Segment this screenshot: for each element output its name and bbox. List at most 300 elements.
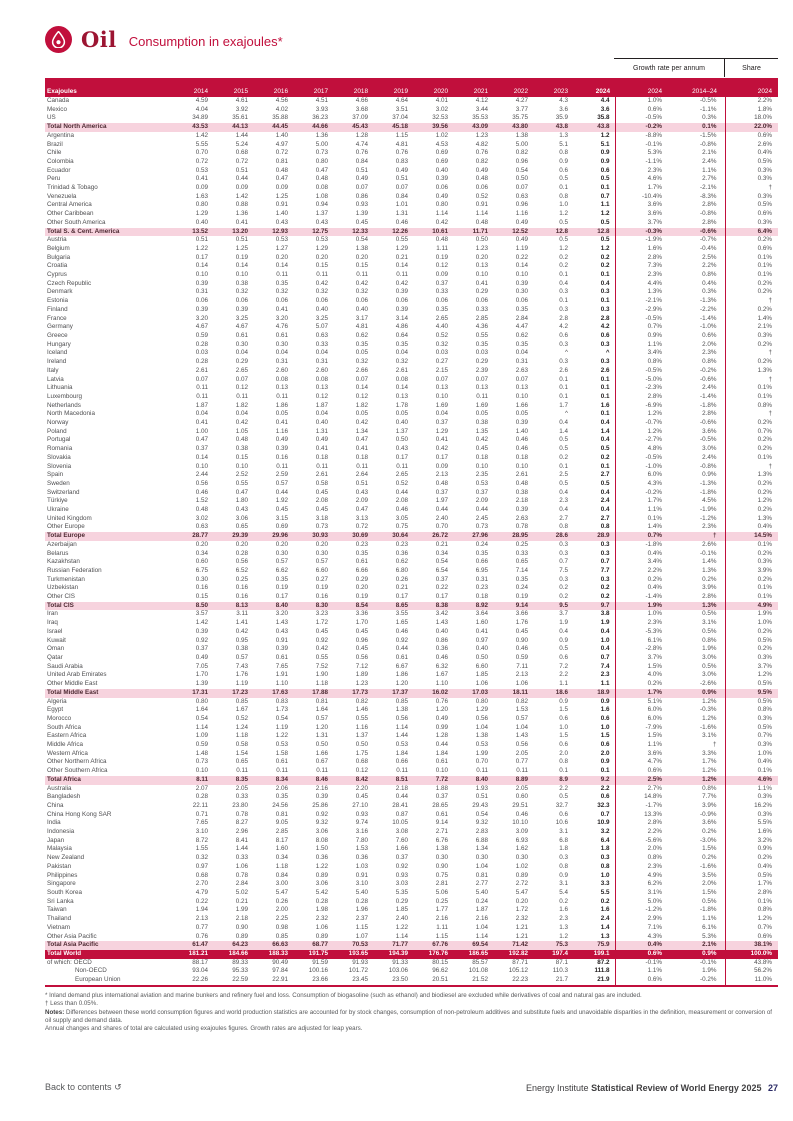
growth-10y-cell: 3.0%	[702, 654, 717, 661]
value-cell: 5.06	[435, 888, 448, 896]
value-cell: 0.07	[355, 375, 368, 383]
share-cell: 1.0%	[725, 619, 778, 628]
value-cell: 6.4	[600, 836, 610, 844]
value-cell: 22.59	[213, 976, 253, 986]
value-cell: 0.41	[275, 419, 288, 427]
value-cell: 0.43	[395, 445, 408, 453]
value-cell: 5.24	[235, 140, 248, 148]
table-row	[45, 393, 778, 402]
value-cell: 3.03	[395, 880, 408, 888]
row-label-cell: Argentina	[47, 131, 74, 139]
value-cell: 0.40	[475, 645, 488, 653]
value-cell: 100.16	[308, 967, 328, 975]
value-cell: 1.22	[315, 862, 328, 870]
value-cell: 0.48	[275, 166, 288, 174]
value-cell: 0.21	[235, 897, 248, 905]
row-label-cell: Total Middle East	[45, 689, 173, 698]
value-cell: 0.12	[355, 767, 368, 775]
value-cell: 1.60	[275, 845, 288, 853]
share-cell: 0.1%	[725, 584, 778, 593]
value-cell: 1.14	[475, 932, 488, 940]
value-cell: 0.76	[395, 149, 408, 157]
value-cell: 0.39	[275, 445, 288, 453]
table-row	[45, 445, 778, 454]
table-row	[45, 410, 778, 419]
growth-2024-cell: -1.4%	[615, 593, 670, 602]
table-row	[45, 654, 778, 663]
value-cell: 0.35	[515, 305, 528, 313]
value-cell: 6.66	[355, 566, 368, 574]
row-label-cell: United Kingdom	[47, 514, 92, 522]
value-cell: 1.31	[395, 210, 408, 218]
value-cell: 9.2	[573, 776, 615, 785]
value-cell: 3.23	[315, 610, 328, 618]
value-cell: 32.3	[597, 801, 610, 809]
value-cell: 71.77	[373, 941, 413, 950]
growth-2024-cell: 2.9%	[615, 915, 670, 924]
value-cell: 0.06	[275, 297, 288, 305]
value-cell: 3.44	[475, 105, 488, 113]
value-cell: 5.47	[275, 888, 288, 896]
value-cell: 0.31	[515, 358, 528, 366]
value-cell: 0.92	[195, 636, 208, 644]
value-cell: 0.40	[195, 218, 208, 226]
row-label-cell: Greece	[47, 331, 68, 339]
table-row	[45, 454, 778, 463]
value-cell: 0.48	[515, 479, 528, 487]
value-cell: 4.36	[475, 323, 488, 331]
value-cell: 0.30	[515, 854, 528, 862]
value-cell: 3.1	[559, 880, 568, 888]
value-cell: 6.67	[395, 662, 408, 670]
value-cell: 0.29	[475, 358, 488, 366]
value-cell: 0.58	[315, 479, 328, 487]
value-cell: 0.2	[600, 897, 610, 905]
share-cell: 18.0%	[725, 114, 778, 123]
value-cell: 0.92	[315, 810, 328, 818]
value-cell: 0.76	[195, 932, 208, 940]
value-cell: 1.16	[515, 210, 528, 218]
value-cell: 0.63	[315, 331, 328, 339]
share-cell: 0.2%	[725, 645, 778, 654]
value-cell: 1.46	[355, 706, 368, 714]
value-cell: 1.37	[315, 210, 328, 218]
value-cell: 0.37	[195, 645, 208, 653]
value-cell: 2.20	[355, 784, 368, 792]
value-cell: 1.40	[515, 427, 528, 435]
row-label-cell: Chile	[47, 149, 62, 157]
value-cell: 0.92	[395, 862, 408, 870]
value-cell: 4.51	[315, 97, 328, 104]
value-cell: 2.77	[475, 880, 488, 888]
share-cell: 5.5%	[725, 819, 778, 828]
value-cell: 0.1	[559, 462, 568, 470]
value-cell: 2.25	[275, 915, 288, 923]
share-cell: †	[725, 376, 778, 385]
value-cell: 0.2	[559, 453, 568, 461]
value-cell: 0.76	[435, 697, 448, 705]
value-cell: 1.03	[355, 862, 368, 870]
value-cell: 2.16	[315, 784, 328, 792]
value-cell: 1.99	[235, 906, 248, 914]
value-cell: 21.52	[453, 976, 493, 986]
value-cell: 192.82	[493, 950, 533, 959]
value-cell: 0.53	[475, 741, 488, 749]
share-cell: 0.3%	[725, 741, 778, 750]
growth-10y-cell: 0.8%	[702, 636, 717, 644]
value-cell: 8.17	[275, 836, 288, 844]
table-row	[45, 436, 778, 445]
growth-2024-cell: 4.0%	[615, 671, 670, 680]
row-label-cell: Kazakhstan	[47, 558, 80, 566]
value-cell: 1.02	[515, 862, 528, 870]
growth-2024-cell: -2.8%	[615, 645, 670, 654]
share-cell: 6.4%	[725, 228, 778, 237]
value-cell: 0.11	[276, 271, 288, 279]
value-cell: 0.37	[395, 854, 408, 862]
growth-10y-cell: -0.1%	[700, 958, 717, 966]
value-cell: 0.2	[559, 584, 568, 592]
value-cell: 2.18	[515, 497, 528, 505]
value-cell: 186.65	[453, 950, 493, 959]
value-cell: 1.11	[436, 923, 448, 931]
value-cell: 0.56	[395, 714, 408, 722]
value-cell: 0.19	[315, 584, 328, 592]
value-cell: 0.8	[559, 523, 568, 531]
growth-10y-cell: -0.7%	[700, 236, 717, 244]
value-cell: 0.21	[435, 540, 448, 548]
growth-2024-cell: 3.7%	[615, 219, 670, 228]
value-cell: 0.7	[600, 810, 610, 818]
growth-10y-cell: -0.6%	[670, 228, 725, 237]
table-row	[45, 210, 778, 219]
back-to-contents-link[interactable]	[45, 1082, 122, 1093]
value-cell: 0.54	[355, 236, 368, 244]
value-cell: 5.00	[315, 140, 328, 148]
value-cell: 0.09	[435, 271, 448, 279]
share-cell: 0.2%	[725, 506, 778, 515]
value-cell: 3.77	[515, 105, 528, 113]
value-cell: 1.72	[315, 619, 328, 627]
value-cell: 0.84	[355, 157, 368, 165]
year-header-cell: 2016	[253, 78, 293, 97]
value-cell: 0.49	[475, 166, 488, 174]
share-cell: 0.3%	[725, 219, 778, 228]
value-cell: 0.20	[355, 584, 368, 592]
value-cell: 0.50	[315, 741, 328, 749]
value-cell: 2.7	[559, 514, 568, 522]
value-cell: 0.18	[315, 453, 328, 461]
growth-rate-header: Growth rate per annum	[614, 58, 724, 77]
value-cell: 5.40	[475, 888, 488, 896]
value-cell: 2.39	[475, 366, 488, 374]
growth-10y-cell: -1.8%	[700, 401, 717, 409]
value-cell: 105.12	[508, 967, 528, 975]
value-cell: 0.2	[559, 262, 568, 270]
value-cell: 0.3	[600, 854, 610, 862]
value-cell: 0.33	[315, 340, 328, 348]
row-label-cell: Poland	[47, 427, 67, 435]
row-label-cell: of which: OECD	[47, 958, 92, 966]
value-cell: 0.57	[515, 714, 528, 722]
value-cell: 0.11	[356, 462, 368, 470]
table-row	[45, 663, 778, 672]
value-cell: 9.32	[315, 819, 328, 827]
value-cell: 0.17	[435, 593, 448, 601]
growth-10y-cell: 2.4%	[702, 157, 717, 165]
row-label-cell: Austria	[47, 236, 67, 244]
value-cell: 0.37	[435, 575, 448, 583]
value-cell: 7.4	[600, 662, 610, 670]
value-cell: 0.62	[395, 558, 408, 566]
row-label-cell: Malaysia	[47, 845, 72, 853]
row-label-cell: Cyprus	[47, 271, 67, 279]
value-cell: 1.23	[475, 131, 488, 139]
row-label-cell: Uzbekistan	[47, 584, 79, 592]
row-label-cell: Taiwan	[47, 906, 67, 914]
value-cell: 2.70	[195, 880, 208, 888]
value-cell: 0.6	[559, 714, 568, 722]
growth-2024-cell: 0.8%	[615, 358, 670, 367]
value-cell: 0.24	[475, 540, 488, 548]
table-row	[45, 167, 778, 176]
table-row	[45, 480, 778, 489]
growth-2024-cell: -0.1%	[615, 959, 670, 968]
value-cell: 2.18	[395, 784, 408, 792]
value-cell: 0.71	[195, 810, 208, 818]
value-cell: 0.30	[275, 549, 288, 557]
value-cell: 1.64	[195, 706, 208, 714]
value-cell: 0.1	[559, 297, 568, 305]
table-row	[45, 576, 778, 585]
value-cell: 0.16	[195, 584, 208, 592]
value-cell: 2.72	[515, 880, 528, 888]
value-cell: 0.53	[475, 479, 488, 487]
value-cell: 1.43	[275, 619, 288, 627]
value-cell: 1.53	[515, 706, 528, 714]
value-cell: 12.26	[373, 228, 413, 237]
value-cell: 0.11	[396, 271, 408, 279]
value-cell: 45.18	[373, 123, 413, 132]
value-cell: 22.91	[253, 976, 293, 986]
value-cell: 64.23	[213, 941, 253, 950]
value-cell: 0.6	[559, 166, 568, 174]
value-cell: 0.2	[600, 253, 610, 261]
value-cell: 0.30	[475, 854, 488, 862]
value-cell: 0.82	[515, 697, 528, 705]
table-row	[45, 898, 778, 907]
value-cell: 1.44	[235, 845, 248, 853]
value-cell: 67.76	[413, 941, 453, 950]
value-cell: 1.43	[435, 619, 448, 627]
table-row	[45, 637, 778, 646]
value-cell: 0.15	[195, 593, 208, 601]
table-row	[45, 132, 778, 141]
value-cell: 7.60	[395, 836, 408, 844]
value-cell: 6.88	[475, 836, 488, 844]
value-cell: 2.84	[515, 314, 528, 322]
table-row	[45, 349, 778, 358]
value-cell: 0.54	[195, 714, 208, 722]
value-cell: 0.10	[515, 392, 528, 400]
value-cell: 87.71	[512, 958, 528, 966]
row-label-cell: Portugal	[47, 436, 71, 444]
value-cell: 0.35	[275, 575, 288, 583]
value-cell: 4.66	[355, 97, 368, 104]
growth-10y-cell: -0.3%	[700, 706, 717, 714]
table-row	[45, 515, 778, 524]
value-cell: 3.06	[315, 828, 328, 836]
value-cell: 0.20	[315, 253, 328, 261]
row-label-cell: Slovakia	[47, 453, 71, 461]
value-cell: 0.4	[559, 488, 568, 496]
value-cell: 1.5	[600, 732, 610, 740]
value-cell: 0.61	[275, 758, 288, 766]
growth-2024-cell: 6.0%	[615, 715, 670, 724]
value-cell: 0.11	[276, 392, 288, 400]
growth-10y-cell: 1.2%	[670, 776, 725, 785]
value-cell: 0.33	[235, 793, 248, 801]
value-cell: 0.09	[275, 184, 288, 192]
value-cell: 0.4	[600, 645, 610, 653]
value-cell: 1.87	[475, 906, 488, 914]
value-cell: 0.21	[395, 584, 408, 592]
row-label-cell: Latvia	[47, 375, 64, 383]
exajoules-header-cell: Exajoules	[45, 78, 173, 97]
table-row	[45, 219, 778, 228]
share-header-cell: 2024	[725, 78, 778, 97]
value-cell: 95.33	[232, 967, 248, 975]
value-cell: 17.03	[453, 689, 493, 698]
share-cell: 0.1%	[725, 271, 778, 280]
value-cell: 2.40	[395, 915, 408, 923]
table-row	[45, 184, 778, 193]
value-cell: 5.07	[315, 323, 328, 331]
value-cell: 2.63	[515, 514, 528, 522]
value-cell: 30.69	[333, 532, 373, 541]
growth-10y-cell: †	[712, 741, 717, 749]
table-row	[45, 262, 778, 271]
value-cell: 0.75	[395, 523, 408, 531]
growth-10y-cell: -0.9%	[700, 810, 717, 818]
value-cell: 9.5	[533, 602, 573, 611]
value-cell: 0.77	[195, 923, 208, 931]
growth-2024-cell: 4.3%	[615, 480, 670, 489]
value-cell: 0.61	[435, 758, 448, 766]
value-cell: 3.14	[395, 314, 408, 322]
value-cell: 0.43	[275, 627, 288, 635]
value-cell: 10.10	[512, 819, 528, 827]
value-cell: 8.30	[293, 602, 333, 611]
growth-2024-cell: -5.3%	[615, 628, 670, 637]
value-cell: 2.52	[235, 471, 248, 479]
growth-10y-cell: 1.5%	[702, 888, 717, 896]
value-cell: 0.35	[355, 549, 368, 557]
share-cell: 0.1%	[725, 254, 778, 263]
value-cell: 0.91	[475, 201, 488, 209]
value-cell: 8.40	[253, 602, 293, 611]
value-cell: 2.3	[559, 915, 568, 923]
growth-10y-cell: -1.4%	[700, 314, 717, 322]
growth-2024-cell: 1.9%	[615, 602, 670, 611]
value-cell: 1.15	[355, 923, 368, 931]
value-cell: 2.6	[559, 366, 568, 374]
value-cell: 3.00	[275, 880, 288, 888]
row-label-cell: Iran	[47, 610, 58, 618]
value-cell: 0.21	[395, 253, 408, 261]
growth-10y-cell: 2.7%	[702, 175, 717, 183]
value-cell: 37.09	[352, 114, 368, 122]
value-cell: 43.09	[453, 123, 493, 132]
value-cell: 2.2	[559, 784, 568, 792]
value-cell: 0.54	[515, 166, 528, 174]
value-cell: 0.53	[195, 166, 208, 174]
value-cell: 2.2	[600, 784, 610, 792]
value-cell: 0.44	[395, 645, 408, 653]
growth-10y-cell: -0.2%	[700, 366, 717, 374]
value-cell: 1.1	[600, 680, 610, 688]
value-cell: 0.06	[515, 297, 528, 305]
value-cell: 0.09	[195, 184, 208, 192]
growth-10y-cell: 1.2%	[702, 767, 717, 775]
value-cell: 17.31	[173, 689, 213, 698]
growth-2024-cell: -5.6%	[615, 837, 670, 846]
value-cell: 1.14	[475, 210, 488, 218]
share-cell: 0.1%	[725, 767, 778, 776]
value-cell: 0.1	[559, 184, 568, 192]
value-cell: 0.96	[515, 201, 528, 209]
value-cell: 0.6	[600, 166, 610, 174]
value-cell: 3.16	[355, 828, 368, 836]
row-label-cell: Algeria	[47, 697, 67, 705]
growth-10y-cell: -1.5%	[700, 131, 717, 139]
value-cell: 0.60	[195, 558, 208, 566]
value-cell: 7.7	[600, 566, 610, 574]
value-cell: 1.44	[235, 131, 248, 139]
value-cell: 97.84	[272, 967, 288, 975]
row-label-cell: France	[47, 314, 67, 322]
value-cell: 0.59	[515, 654, 528, 661]
value-cell: 0.05	[355, 349, 368, 357]
value-cell: 0.2	[600, 453, 610, 461]
value-cell: 1.37	[395, 427, 408, 435]
growth-2024-cell: -0.5%	[615, 114, 670, 123]
table-row	[45, 889, 778, 898]
growth-10y-cell: -2.1%	[700, 184, 717, 192]
row-label-cell: China Hong Kong SAR	[47, 810, 112, 818]
value-cell: 35.9	[555, 114, 568, 122]
value-cell: 0.28	[355, 897, 368, 905]
value-cell: 1.2	[559, 244, 568, 252]
value-cell: 0.51	[195, 236, 208, 244]
value-cell: 2.85	[275, 828, 288, 836]
value-cell: 1.04	[475, 923, 488, 931]
share-header: Share	[724, 58, 778, 77]
growth-10y-cell: 2.2%	[702, 262, 717, 270]
value-cell: 0.6	[600, 714, 610, 722]
value-cell: 0.85	[395, 697, 408, 705]
value-cell: 0.80	[435, 201, 448, 209]
value-cell: 3.10	[195, 828, 208, 836]
share-cell: 0.6%	[725, 132, 778, 141]
value-cell: 0.89	[315, 871, 328, 879]
row-label-cell: Romania	[47, 445, 73, 453]
value-cell: 0.34	[275, 854, 288, 862]
value-cell: 1.6	[600, 401, 610, 409]
growth-2024-cell: 6.2%	[615, 880, 670, 889]
value-cell: 2.0	[600, 749, 610, 757]
value-cell: 5.35	[395, 888, 408, 896]
